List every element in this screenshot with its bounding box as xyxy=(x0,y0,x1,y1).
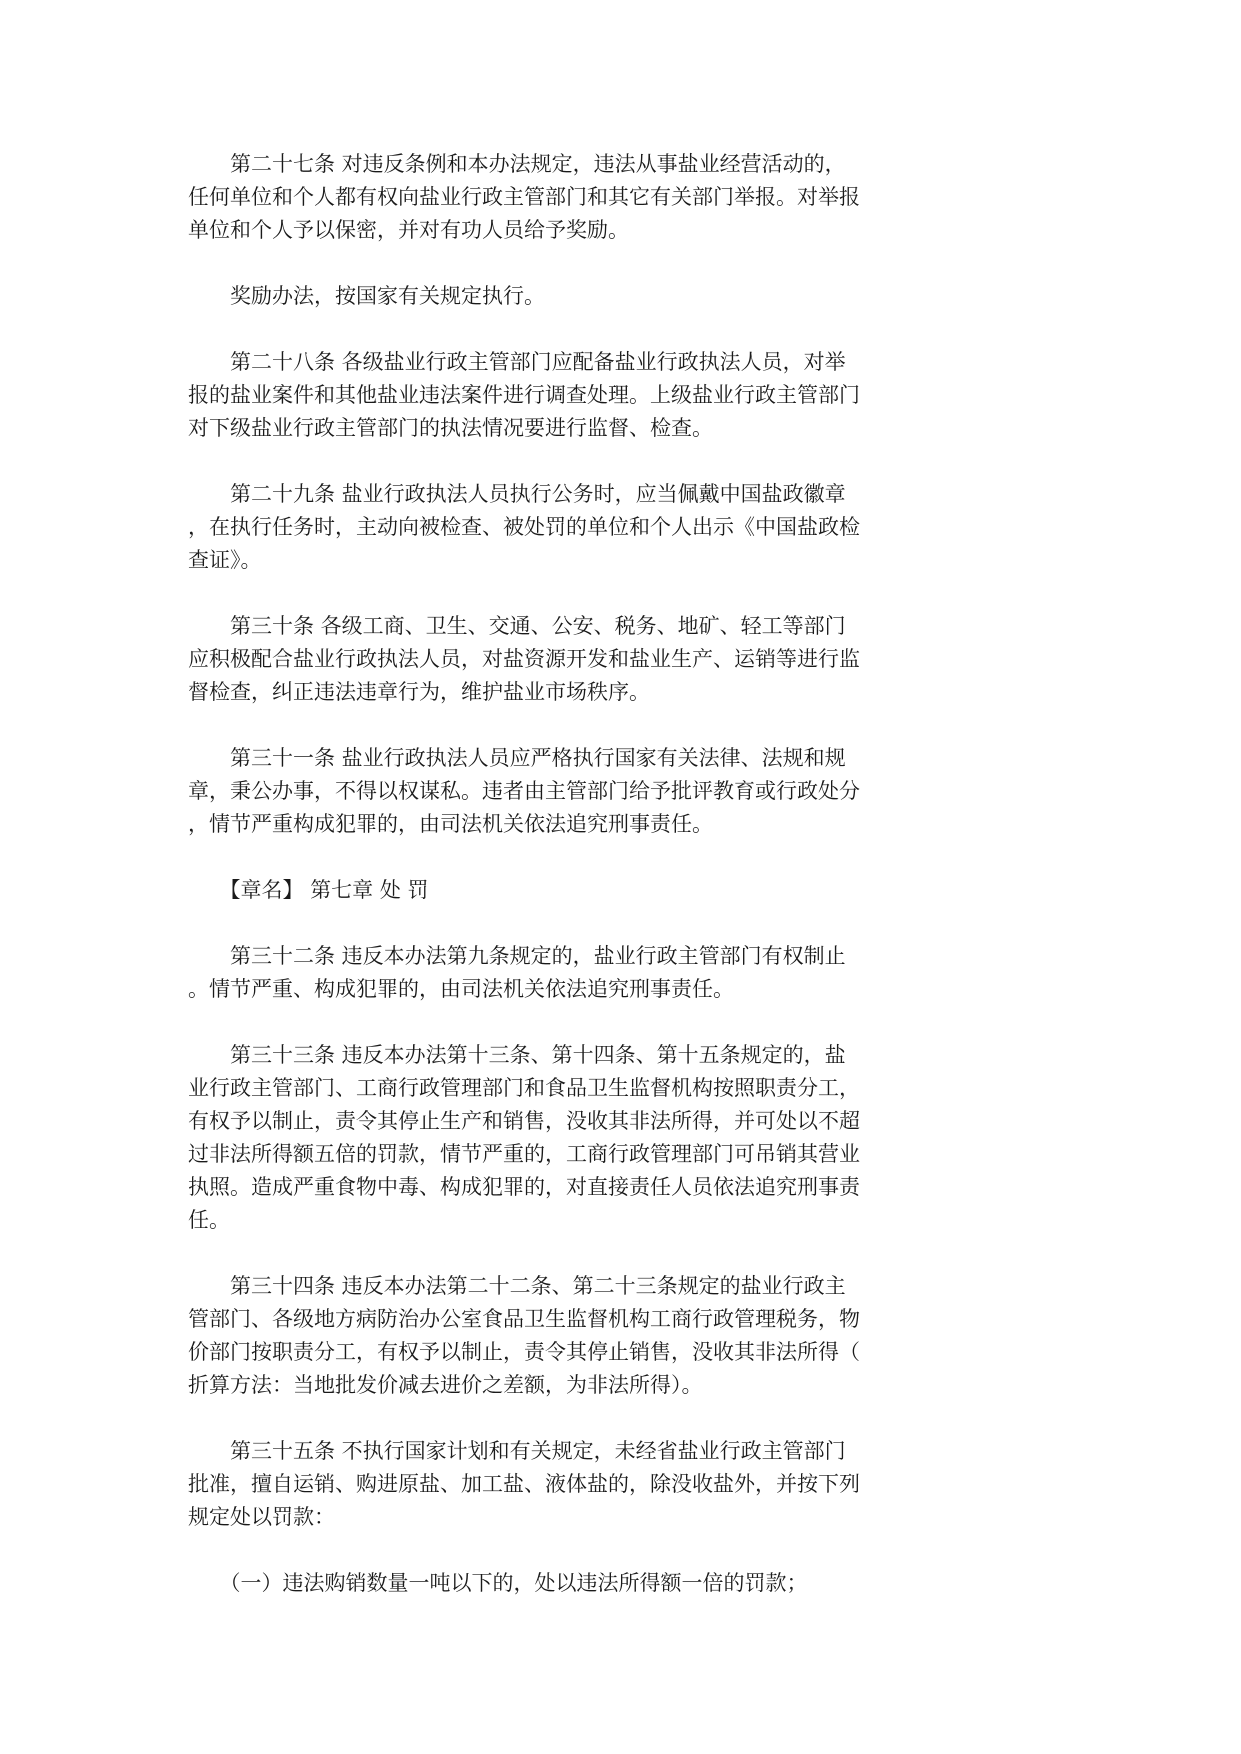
text-line: 折算方法：当地批发价减去进价之差额，为非法所得）。 xyxy=(188,1373,703,1397)
text-line: 奖励办法，按国家有关规定执行。 xyxy=(188,284,545,308)
chapter-heading xyxy=(188,874,888,907)
text-line: 有权予以制止，责令其停止生产和销售，没收其非法所得，并可处以不超 xyxy=(188,1109,860,1133)
text-line: 应积极配合盐业行政执法人员，对盐资源开发和盐业生产、运销等进行监 xyxy=(188,647,860,671)
text-line: 第三十二条 违反本办法第九条规定的，盐业行政主管部门有权制止 xyxy=(188,944,846,968)
text-line: 管部门、各级地方病防治办公室食品卫生监督机构工商行政管理税务，物 xyxy=(188,1307,860,1331)
article-30 xyxy=(188,610,888,709)
article-35-item-1 xyxy=(188,1567,888,1600)
text-line: （一）违法购销数量一吨以下的，处以违法所得额一倍的罚款； xyxy=(188,1571,808,1595)
article-31 xyxy=(188,742,888,841)
text-line: 任。 xyxy=(188,1208,230,1232)
article-28 xyxy=(188,346,888,445)
document-body xyxy=(188,148,888,1600)
text-line: 对下级盐业行政主管部门的执法情况要进行监督、检查。 xyxy=(188,416,713,440)
text-line: 任何单位和个人都有权向盐业行政主管部门和其它有关部门举报。对举报 xyxy=(188,185,860,209)
article-27 xyxy=(188,148,888,247)
text-line: 督检查，纠正违法违章行为，维护盐业市场秩序。 xyxy=(188,680,650,704)
text-line: 规定处以罚款： xyxy=(188,1505,335,1529)
text-line: ，在执行任务时，主动向被检查、被处罚的单位和个人出示《中国盐政检 xyxy=(188,515,860,539)
chapter-title: 【章名】 第七章 处 罚 xyxy=(188,878,429,902)
text-line: 第三十一条 盐业行政执法人员应严格执行国家有关法律、法规和规 xyxy=(188,746,846,770)
text-line: 业行政主管部门、工商行政管理部门和食品卫生监督机构按照职责分工， xyxy=(188,1076,860,1100)
text-line: 价部门按职责分工，有权予以制止，责令其停止销售，没收其非法所得（ xyxy=(188,1340,860,1364)
text-line: 单位和个人予以保密，并对有功人员给予奖励。 xyxy=(188,218,629,242)
text-line: 第二十八条 各级盐业行政主管部门应配备盐业行政执法人员，对举 xyxy=(188,350,846,374)
article-34 xyxy=(188,1270,888,1402)
text-line: 。情节严重、构成犯罪的，由司法机关依法追究刑事责任。 xyxy=(188,977,734,1001)
text-line: ，情节严重构成犯罪的，由司法机关依法追究刑事责任。 xyxy=(188,812,713,836)
article-32 xyxy=(188,940,888,1006)
text-line: 章，秉公办事，不得以权谋私。违者由主管部门给予批评教育或行政处分 xyxy=(188,779,860,803)
article-35 xyxy=(188,1435,888,1534)
text-line: 第三十三条 违反本办法第十三条、第十四条、第十五条规定的，盐 xyxy=(188,1043,846,1067)
article-33 xyxy=(188,1039,888,1237)
text-line: 第三十条 各级工商、卫生、交通、公安、税务、地矿、轻工等部门 xyxy=(188,614,846,638)
text-line: 过非法所得额五倍的罚款，情节严重的，工商行政管理部门可吊销其营业 xyxy=(188,1142,860,1166)
text-line: 第三十五条 不执行国家计划和有关规定，未经省盐业行政主管部门 xyxy=(188,1439,846,1463)
text-line: 第二十七条 对违反条例和本办法规定，违法从事盐业经营活动的， xyxy=(188,152,846,176)
text-line: 第二十九条 盐业行政执法人员执行公务时，应当佩戴中国盐政徽章 xyxy=(188,482,846,506)
reward-note xyxy=(188,280,888,313)
text-line: 第三十四条 违反本办法第二十二条、第二十三条规定的盐业行政主 xyxy=(188,1274,846,1298)
text-line: 报的盐业案件和其他盐业违法案件进行调查处理。上级盐业行政主管部门 xyxy=(188,383,860,407)
text-line: 批准，擅自运销、购进原盐、加工盐、液体盐的，除没收盐外，并按下列 xyxy=(188,1472,860,1496)
article-29 xyxy=(188,478,888,577)
text-line: 执照。造成严重食物中毒、构成犯罪的，对直接责任人员依法追究刑事责 xyxy=(188,1175,860,1199)
text-line: 查证》。 xyxy=(188,548,262,572)
